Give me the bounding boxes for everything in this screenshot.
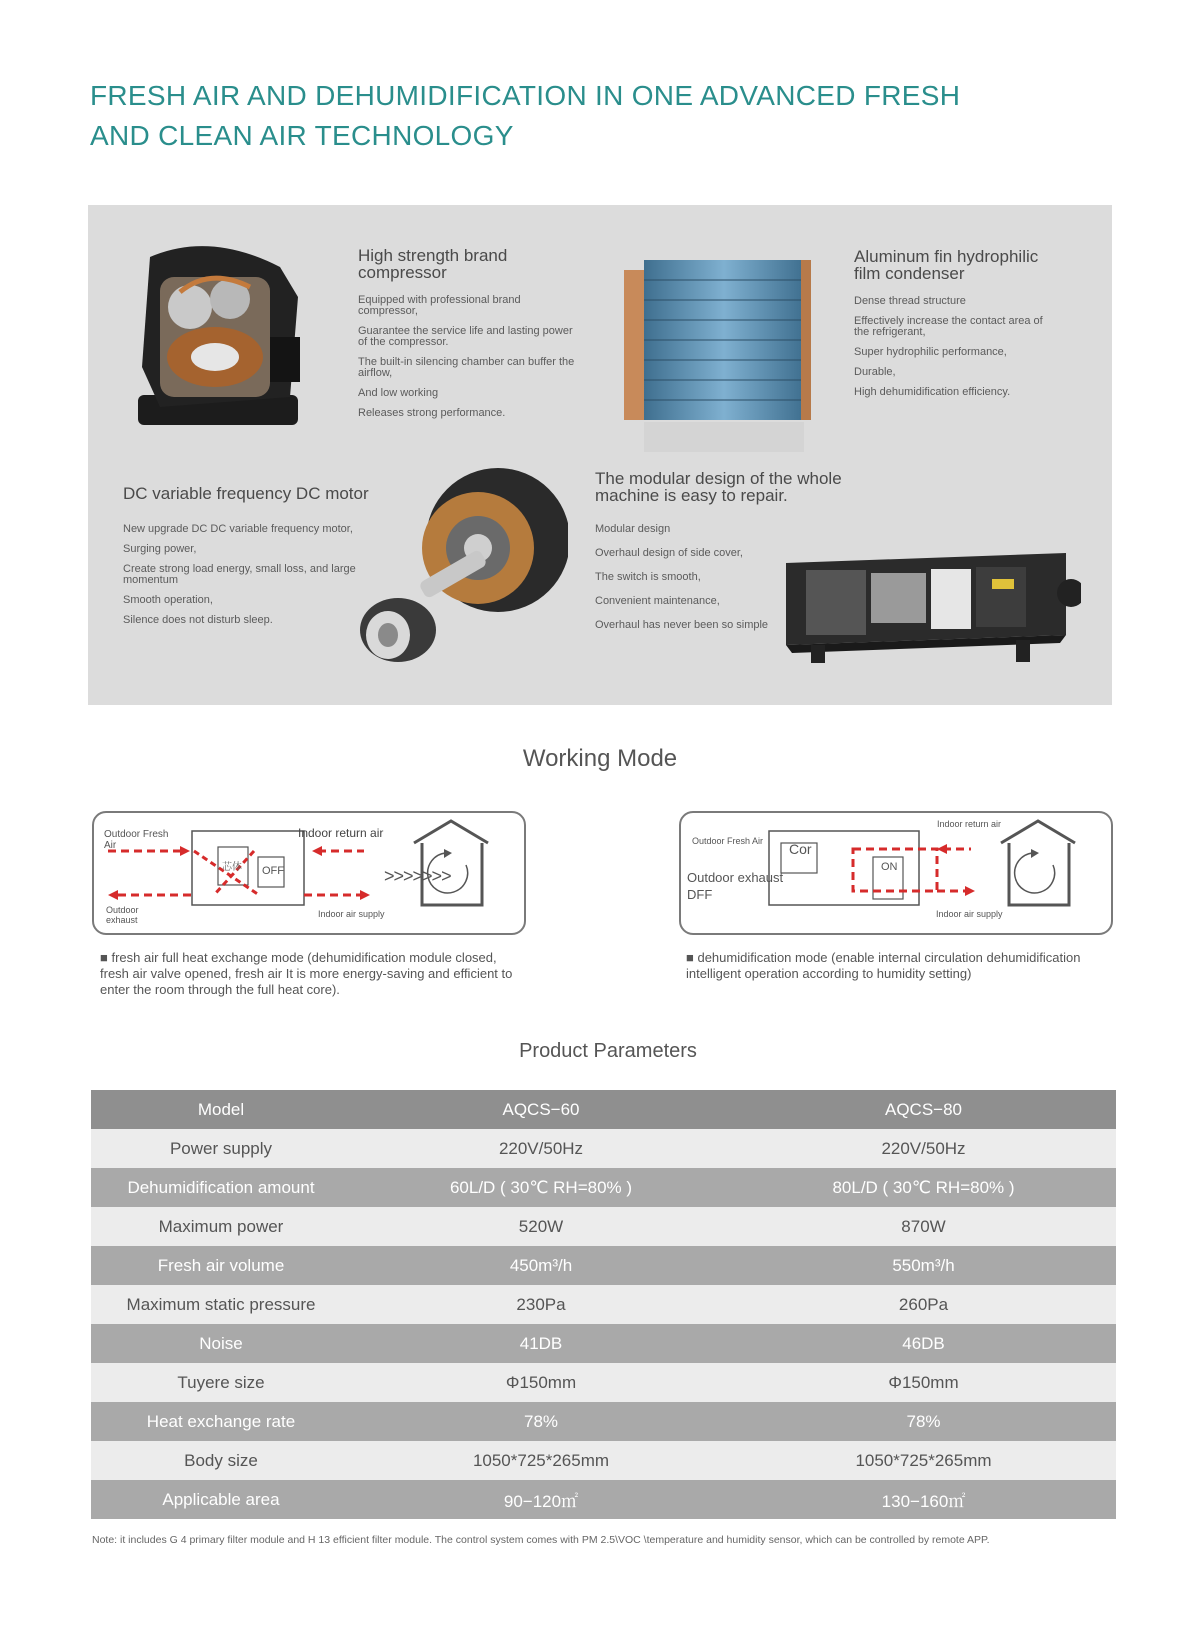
page-title bbox=[90, 76, 1090, 156]
feature-modular-item: Convenient maintenance, bbox=[595, 595, 720, 607]
feature-condenser-item: High dehumidification efficiency. bbox=[854, 386, 1011, 398]
table-header-row bbox=[91, 1090, 1116, 1129]
working-mode-heading: Working Mode bbox=[522, 745, 678, 772]
param-label: Noise bbox=[91, 1324, 351, 1363]
feature-condenser-item: Dense thread structure bbox=[854, 295, 966, 307]
column-header: AQCS−80 bbox=[731, 1090, 1116, 1129]
mode2-dff-label: DFF bbox=[687, 887, 713, 902]
param-value: 60L/D ( 30℃ RH=80% ) bbox=[351, 1168, 731, 1207]
motor-image bbox=[358, 460, 568, 675]
feature-compressor bbox=[358, 247, 578, 428]
param-label: Heat exchange rate bbox=[91, 1402, 351, 1441]
mode2-indoor-return-label: Indoor return air bbox=[937, 819, 1002, 829]
table-row bbox=[91, 1129, 1116, 1168]
feature-motor-title: DC variable frequency DC motor bbox=[123, 484, 369, 503]
mode2-description: ■ dehumidification mode (enable internal circulation dehumidification intelligent operation according to humidity setting) bbox=[686, 950, 1081, 981]
mode2-core-label: Cor bbox=[789, 841, 812, 857]
column-header: AQCS−60 bbox=[351, 1090, 731, 1129]
feature-condenser-title-line1: Aluminum fin hydrophilic bbox=[854, 247, 1039, 266]
feature-panel bbox=[88, 205, 1112, 705]
mode2-state-label: ON bbox=[881, 861, 898, 873]
feature-condenser-item: Effectively increase the contact area of the refrigerant, bbox=[854, 315, 1043, 338]
param-label: Applicable area bbox=[91, 1480, 351, 1519]
column-header: Model bbox=[91, 1090, 351, 1129]
mode1-state-label: OFF bbox=[262, 865, 284, 877]
parameters-table bbox=[91, 1090, 1116, 1519]
param-value: Φ150mm bbox=[731, 1363, 1116, 1402]
param-value: 130−160㎡ bbox=[731, 1480, 1116, 1519]
mode1-core-label: 芯体 bbox=[222, 862, 242, 873]
param-value: 260Pa bbox=[731, 1285, 1116, 1324]
mode1-arrows: >>>>>>> bbox=[384, 866, 451, 886]
feature-motor-item: Smooth operation, bbox=[123, 594, 213, 606]
param-value: 46DB bbox=[731, 1324, 1116, 1363]
feature-condenser bbox=[854, 248, 1054, 407]
table-row bbox=[91, 1168, 1116, 1207]
param-value: 1050*725*265mm bbox=[351, 1441, 731, 1480]
param-value: Φ150mm bbox=[351, 1363, 731, 1402]
param-value: 220V/50Hz bbox=[351, 1129, 731, 1168]
param-label: Tuyere size bbox=[91, 1363, 351, 1402]
param-value: 550m³/h bbox=[731, 1246, 1116, 1285]
param-label: Body size bbox=[91, 1441, 351, 1480]
table-row bbox=[91, 1441, 1116, 1480]
feature-condenser-title bbox=[854, 248, 1054, 282]
param-value: 220V/50Hz bbox=[731, 1129, 1116, 1168]
feature-modular-item: Overhaul has never been so simple bbox=[595, 619, 769, 631]
mode2-indoor-supply-label: Indoor air supply bbox=[936, 909, 1003, 919]
mode1-outdoor-exhaust-label: Outdoor exhaust bbox=[106, 905, 139, 925]
feature-compressor-item: Releases strong performance. bbox=[358, 407, 506, 419]
param-label: Maximum power bbox=[91, 1207, 351, 1246]
condenser-image bbox=[616, 250, 816, 460]
mode1-outdoor-fresh-label: Outdoor Fresh Air bbox=[104, 829, 169, 851]
table-row bbox=[91, 1207, 1116, 1246]
page-title-line2: AND CLEAN AIR TECHNOLOGY bbox=[90, 120, 514, 151]
param-value: 520W bbox=[351, 1207, 731, 1246]
param-value: 78% bbox=[351, 1402, 731, 1441]
feature-condenser-item: Durable, bbox=[854, 366, 896, 378]
param-value: 80L/D ( 30℃ RH=80% ) bbox=[731, 1168, 1116, 1207]
feature-modular-title-line1: The modular design of the whole bbox=[595, 469, 842, 488]
param-label: Fresh air volume bbox=[91, 1246, 351, 1285]
param-value: 90−120㎡ bbox=[351, 1480, 731, 1519]
feature-modular-title-line2: machine is easy to repair. bbox=[595, 486, 788, 505]
param-value: 41DB bbox=[351, 1324, 731, 1363]
unit-image bbox=[776, 545, 1081, 670]
feature-compressor-item: Equipped with professional brand compressor, bbox=[358, 294, 521, 317]
param-value: 1050*725*265mm bbox=[731, 1441, 1116, 1480]
mode1-description: ■ fresh air full heat exchange mode (dehumidification module closed, fresh air valve opened, fresh air It is more energy-saving and efficient to enter the room through the full heat core). bbox=[100, 950, 513, 997]
parameters-heading: Product Parameters bbox=[519, 1040, 697, 1062]
feature-compressor-title bbox=[358, 247, 578, 281]
mode1-diagram bbox=[92, 811, 526, 935]
param-label: Dehumidification amount bbox=[91, 1168, 351, 1207]
param-label: Maximum static pressure bbox=[91, 1285, 351, 1324]
feature-motor-item: Surging power, bbox=[123, 543, 197, 555]
mode1-indoor-supply-label: Indoor air supply bbox=[318, 909, 385, 919]
feature-compressor-item: Guarantee the service life and lasting power of the compressor. bbox=[358, 325, 573, 348]
mode2-outdoor-exhaust-label: Outdoor exhaust bbox=[687, 870, 784, 885]
feature-modular-item: Overhaul design of side cover, bbox=[595, 547, 743, 559]
footnote: Note: it includes G 4 primary filter module and H 13 efficient filter module. The control system comes with PM 2.5\VOC \temperature and humidity sensor, which can be controlled by remote APP. bbox=[92, 1534, 990, 1546]
mode2-diagram bbox=[679, 811, 1113, 935]
feature-compressor-title-line2: compressor bbox=[358, 263, 447, 282]
table-row bbox=[91, 1324, 1116, 1363]
feature-modular-item: The switch is smooth, bbox=[595, 571, 701, 583]
param-value: 78% bbox=[731, 1402, 1116, 1441]
param-label: Power supply bbox=[91, 1129, 351, 1168]
mode2-outdoor-fresh-label: Outdoor Fresh Air bbox=[692, 836, 764, 846]
feature-modular-item: Modular design bbox=[595, 523, 671, 535]
feature-condenser-item: Super hydrophilic performance, bbox=[854, 346, 1007, 358]
param-value: 870W bbox=[731, 1207, 1116, 1246]
table-row bbox=[91, 1285, 1116, 1324]
param-value: 230Pa bbox=[351, 1285, 731, 1324]
mode1-indoor-return-label: Indoor return air bbox=[298, 826, 384, 840]
feature-compressor-item: And low working bbox=[358, 387, 439, 399]
feature-compressor-title-line1: High strength brand bbox=[358, 246, 508, 265]
table-row bbox=[91, 1480, 1116, 1519]
feature-motor-item: Silence does not disturb sleep. bbox=[123, 614, 273, 626]
feature-condenser-title-line2: film condenser bbox=[854, 264, 965, 283]
feature-motor-item: New upgrade DC DC variable frequency motor, bbox=[123, 523, 353, 535]
page-title-line1: FRESH AIR AND DEHUMIDIFICATION IN ONE ADVANCED FRESH bbox=[90, 80, 961, 111]
table-row bbox=[91, 1363, 1116, 1402]
feature-motor bbox=[123, 485, 383, 635]
table-row bbox=[91, 1246, 1116, 1285]
feature-compressor-item: The built-in silencing chamber can buffer the airflow, bbox=[358, 356, 575, 379]
table-row bbox=[91, 1402, 1116, 1441]
feature-modular-title bbox=[595, 470, 875, 504]
compressor-image bbox=[120, 237, 305, 452]
feature-motor-item: Create strong load energy, small loss, and large momentum bbox=[123, 563, 356, 586]
param-value: 450m³/h bbox=[351, 1246, 731, 1285]
